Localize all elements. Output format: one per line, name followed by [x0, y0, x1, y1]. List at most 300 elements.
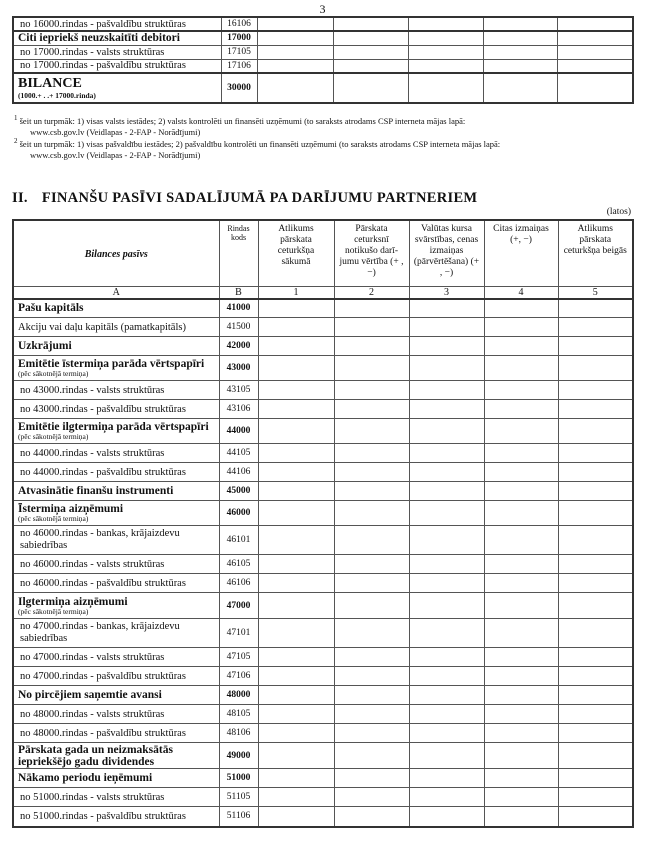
value-input-cell[interactable] [484, 318, 558, 337]
row-label [13, 705, 219, 724]
row-label-text: Akciju vai daļu kapitāls (pamatkapitāls) [18, 321, 186, 333]
row-label [13, 743, 219, 769]
value-input-cell[interactable] [334, 299, 409, 318]
value-input-cell[interactable] [409, 419, 484, 444]
value-input-cell[interactable] [558, 526, 633, 555]
value-input-cell[interactable] [334, 788, 409, 807]
column-letter: 4 [484, 286, 558, 299]
row-code: 51106 [219, 807, 258, 827]
value-input-cell[interactable] [558, 463, 633, 482]
value-input-cell[interactable] [409, 463, 484, 482]
row-label [13, 724, 219, 743]
row-code: 44000 [219, 419, 258, 444]
row-label-text: Emitētie ilgtermiņa parāda vērtspapīri [18, 421, 209, 433]
footnote-mark: 1 [14, 114, 18, 122]
row-label [13, 482, 219, 501]
row-code: 47105 [219, 648, 258, 667]
table-row [13, 482, 633, 501]
value-input-cell[interactable] [558, 743, 633, 769]
value-input-cell[interactable] [409, 574, 484, 593]
row-label [13, 444, 219, 463]
value-input-cell[interactable] [334, 667, 409, 686]
row-code: 41500 [219, 318, 258, 337]
value-input-cell[interactable] [409, 769, 484, 788]
column-letter: 1 [258, 286, 334, 299]
value-input-cell[interactable] [484, 501, 558, 526]
table-row [13, 463, 633, 482]
value-input-cell[interactable] [258, 705, 334, 724]
value-input-cell[interactable] [558, 686, 633, 705]
row-label [13, 31, 221, 45]
section-title [12, 190, 477, 207]
value-input-cell[interactable] [334, 769, 409, 788]
value-input-cell[interactable] [558, 444, 633, 463]
value-input-cell[interactable] [258, 807, 334, 827]
value-input-cell[interactable] [334, 318, 409, 337]
row-code: 45000 [219, 482, 258, 501]
value-input-cell[interactable] [557, 59, 633, 73]
row-label-text: no 43000.rindas - valsts struktūras [20, 384, 165, 396]
row-label-text: Emitētie īstermiņa parāda vērtspapīri [18, 358, 205, 370]
section-title-text: FINANŠU PASĪVI SADALĪJUMĀ PA DARĪJUMU PARTNERIEM [41, 190, 478, 206]
value-input-cell[interactable] [409, 724, 484, 743]
row-label [13, 648, 219, 667]
row-label-text: no 48000.rindas - pašvaldību struktūras [20, 727, 186, 739]
header-opening-balance: Atlikums pārskata ceturkšņa sākumā [258, 220, 334, 286]
row-code: 42000 [219, 337, 258, 356]
value-input-cell[interactable] [258, 400, 334, 419]
value-input-cell[interactable] [333, 73, 408, 103]
row-label-text: no 51000.rindas - valsts struktūras [20, 791, 165, 803]
value-input-cell[interactable] [558, 667, 633, 686]
value-input-cell[interactable] [257, 59, 333, 73]
value-input-cell[interactable] [558, 318, 633, 337]
value-input-cell[interactable] [484, 356, 558, 381]
value-input-cell[interactable] [334, 526, 409, 555]
table-row [13, 686, 633, 705]
value-input-cell[interactable] [409, 299, 484, 318]
row-code: 30000 [221, 73, 257, 103]
header-row [13, 220, 633, 286]
table-row [13, 743, 633, 769]
value-input-cell[interactable] [483, 45, 557, 59]
value-input-cell[interactable] [258, 482, 334, 501]
row-label-text: Citi iepriekš neuzskaitīti debitori [18, 32, 180, 45]
table-row [13, 381, 633, 400]
value-input-cell[interactable] [258, 743, 334, 769]
row-code: 43000 [219, 356, 258, 381]
value-input-cell[interactable] [484, 724, 558, 743]
table-row [13, 619, 633, 648]
row-label-text: Pārskata gada un neizmaksātās [18, 743, 173, 756]
row-label [13, 667, 219, 686]
column-letter: 5 [558, 286, 633, 299]
value-input-cell[interactable] [484, 299, 558, 318]
table-row [13, 555, 633, 574]
row-label-text: No pircējiem saņemtie avansi [18, 689, 162, 701]
value-input-cell[interactable] [484, 381, 558, 400]
value-input-cell[interactable] [409, 381, 484, 400]
column-letter: A [13, 286, 219, 299]
value-input-cell[interactable] [258, 788, 334, 807]
row-label-text: no 51000.rindas - pašvaldību struktūras [20, 810, 186, 822]
value-input-cell[interactable] [258, 686, 334, 705]
row-code: 44106 [219, 463, 258, 482]
value-input-cell[interactable] [409, 356, 484, 381]
value-input-cell[interactable] [333, 17, 408, 31]
value-input-cell[interactable] [409, 705, 484, 724]
value-input-cell[interactable] [334, 337, 409, 356]
value-input-cell[interactable] [334, 381, 409, 400]
value-input-cell[interactable] [558, 482, 633, 501]
table-row [13, 807, 633, 827]
value-input-cell[interactable] [409, 526, 484, 555]
value-input-cell[interactable] [333, 31, 408, 45]
header-other-changes: Citas izmaiņas (+, −) [484, 220, 558, 286]
receivables-table-continued [12, 16, 634, 104]
value-input-cell[interactable] [408, 73, 483, 103]
footnote-2 [14, 136, 634, 161]
value-input-cell[interactable] [558, 724, 633, 743]
row-label [13, 17, 221, 31]
row-label-text: no 44000.rindas - pašvaldību struktūras [20, 466, 186, 478]
value-input-cell[interactable] [409, 648, 484, 667]
table-row [13, 788, 633, 807]
value-input-cell[interactable] [334, 705, 409, 724]
value-input-cell[interactable] [334, 807, 409, 827]
row-label [13, 593, 219, 619]
value-input-cell[interactable] [409, 686, 484, 705]
row-label-text: no 47000.rindas - valsts struktūras [20, 651, 165, 663]
value-input-cell[interactable] [558, 356, 633, 381]
table-row [13, 59, 633, 73]
value-input-cell[interactable] [334, 482, 409, 501]
table-row [13, 337, 633, 356]
value-input-cell[interactable] [334, 574, 409, 593]
value-input-cell[interactable] [558, 400, 633, 419]
value-input-cell[interactable] [334, 555, 409, 574]
row-label-text: no 44000.rindas - valsts struktūras [20, 447, 165, 459]
row-label-text: Nākamo periodu ieņēmumi [18, 772, 153, 784]
row-label-text: Uzkrājumi [18, 340, 72, 352]
value-input-cell[interactable] [484, 619, 558, 648]
value-input-cell[interactable] [409, 555, 484, 574]
value-input-cell[interactable] [557, 45, 633, 59]
value-input-cell[interactable] [558, 593, 633, 619]
row-label [13, 356, 219, 381]
row-label-text: no 17000.rindas - valsts struktūras [20, 46, 165, 58]
value-input-cell[interactable] [334, 419, 409, 444]
row-label-text: no 47000.rindas - bankas, krājaizdevu [20, 621, 180, 632]
table-row [13, 45, 633, 59]
value-input-cell[interactable] [334, 356, 409, 381]
value-input-cell[interactable] [258, 381, 334, 400]
value-input-cell[interactable] [484, 743, 558, 769]
value-input-cell[interactable] [557, 17, 633, 31]
value-input-cell[interactable] [408, 59, 483, 73]
value-input-cell[interactable] [257, 31, 333, 45]
value-input-cell[interactable] [334, 724, 409, 743]
value-input-cell[interactable] [484, 769, 558, 788]
row-label-text: no 46000.rindas - pašvaldību struktūras [20, 577, 186, 589]
value-input-cell[interactable] [483, 17, 557, 31]
row-label-note: (pēc sākotnējā termiņa) [18, 514, 89, 523]
row-label-text: Īstermiņa aizņēmumi [18, 503, 124, 515]
row-label-note: (pēc sākotnējā termiņa) [18, 606, 89, 616]
value-input-cell[interactable] [483, 73, 557, 103]
value-input-cell[interactable] [558, 419, 633, 444]
value-input-cell[interactable] [484, 419, 558, 444]
value-input-cell[interactable] [408, 45, 483, 59]
value-input-cell[interactable] [484, 667, 558, 686]
value-input-cell[interactable] [258, 667, 334, 686]
row-label [13, 574, 219, 593]
value-input-cell[interactable] [258, 555, 334, 574]
value-input-cell[interactable] [484, 444, 558, 463]
value-input-cell[interactable] [258, 318, 334, 337]
value-input-cell[interactable] [257, 17, 333, 31]
footnote-text: šeit un turpmāk: 1) visas valsts iestādes; 2) valsts kontrolēti un finansēti uzņēmumi (to saraksts atrodams CSP interneta mājas lapā: [19, 115, 466, 126]
table-row [13, 526, 633, 555]
value-input-cell[interactable] [334, 501, 409, 526]
row-code: 47101 [219, 619, 258, 648]
value-input-cell[interactable] [334, 593, 409, 619]
value-input-cell[interactable] [333, 59, 408, 73]
value-input-cell[interactable] [558, 807, 633, 827]
balance-label [13, 73, 221, 103]
row-code: 43106 [219, 400, 258, 419]
row-code: 47000 [219, 593, 258, 619]
value-input-cell[interactable] [334, 400, 409, 419]
value-input-cell[interactable] [334, 619, 409, 648]
row-label-note: (pēc sākotnējā termiņa) [18, 432, 89, 441]
row-code: 41000 [219, 299, 258, 318]
value-input-cell[interactable] [409, 337, 484, 356]
row-label [13, 400, 219, 419]
value-input-cell[interactable] [408, 17, 483, 31]
balance-label-note: (1000.+ . .+ 17000.rinda) [18, 90, 96, 100]
value-input-cell[interactable] [258, 648, 334, 667]
value-input-cell[interactable] [409, 788, 484, 807]
row-label [13, 526, 219, 555]
row-label [13, 419, 219, 444]
row-label [13, 299, 219, 318]
value-input-cell[interactable] [558, 648, 633, 667]
value-input-cell[interactable] [409, 667, 484, 686]
row-code: 46106 [219, 574, 258, 593]
value-input-cell[interactable] [409, 593, 484, 619]
row-label [13, 59, 221, 73]
value-input-cell[interactable] [484, 400, 558, 419]
column-letters-row [13, 286, 633, 299]
value-input-cell[interactable] [258, 724, 334, 743]
row-code: 49000 [219, 743, 258, 769]
footnote-mark: 2 [14, 137, 18, 145]
value-input-cell[interactable] [483, 31, 557, 45]
value-input-cell[interactable] [257, 45, 333, 59]
value-input-cell[interactable] [409, 619, 484, 648]
table-row [13, 724, 633, 743]
value-input-cell[interactable] [409, 444, 484, 463]
row-label [13, 769, 219, 788]
row-label [13, 555, 219, 574]
column-letter: B [219, 286, 258, 299]
balance-label-text: BILANCE [18, 75, 82, 91]
column-letter: 2 [334, 286, 409, 299]
page-number: 3 [319, 2, 326, 16]
value-input-cell[interactable] [558, 381, 633, 400]
value-input-cell[interactable] [484, 788, 558, 807]
value-input-cell[interactable] [558, 555, 633, 574]
value-input-cell[interactable] [334, 444, 409, 463]
row-code: 47106 [219, 667, 258, 686]
row-label [13, 381, 219, 400]
row-label-text-cont: sabiedrības [20, 540, 68, 551]
row-label [13, 45, 221, 59]
row-label-text: no 17000.rindas - pašvaldību struktūras [20, 60, 186, 72]
value-input-cell[interactable] [409, 501, 484, 526]
value-input-cell[interactable] [484, 593, 558, 619]
value-input-cell[interactable] [484, 463, 558, 482]
row-label [13, 619, 219, 648]
value-input-cell[interactable] [333, 45, 408, 59]
value-input-cell[interactable] [558, 788, 633, 807]
value-input-cell[interactable] [334, 686, 409, 705]
value-input-cell[interactable] [258, 337, 334, 356]
value-input-cell[interactable] [484, 526, 558, 555]
row-label-note: (pēc sākotnējā termiņa) [18, 369, 89, 378]
footnote-1 [14, 113, 634, 138]
section-number: II. [12, 190, 28, 206]
row-label [13, 788, 219, 807]
footnote-link-text: www.csb.gov.lv (Veidlapas - 2-FAP - Norādījumi) [30, 149, 201, 160]
header-transactions: Pārskata ceturksnī notikušo darī-jumu vērtība (+ , −) [334, 220, 409, 286]
value-input-cell[interactable] [558, 501, 633, 526]
value-input-cell[interactable] [484, 555, 558, 574]
footnote-link-text: www.csb.gov.lv (Veidlapas - 2-FAP - Norādījumi) [30, 126, 201, 137]
value-input-cell[interactable] [484, 648, 558, 667]
table-row [13, 593, 633, 619]
value-input-cell[interactable] [558, 299, 633, 318]
value-input-cell[interactable] [558, 769, 633, 788]
value-input-cell[interactable] [334, 648, 409, 667]
value-input-cell[interactable] [258, 501, 334, 526]
value-input-cell[interactable] [257, 73, 333, 103]
column-letter: 3 [409, 286, 484, 299]
row-label-text: no 43000.rindas - pašvaldību struktūras [20, 403, 186, 415]
row-code: 48106 [219, 724, 258, 743]
header-revaluation: Valūtas kursa svārstības, cenas izmaiņas (pārvērtēšana) (+ , −) [409, 220, 484, 286]
row-label-text: Atvasinātie finanšu instrumenti [18, 485, 174, 497]
value-input-cell[interactable] [557, 31, 633, 45]
row-code: 46105 [219, 555, 258, 574]
value-input-cell[interactable] [409, 318, 484, 337]
row-label [13, 686, 219, 705]
value-input-cell[interactable] [258, 444, 334, 463]
value-input-cell[interactable] [258, 463, 334, 482]
value-input-cell[interactable] [258, 419, 334, 444]
value-input-cell[interactable] [258, 299, 334, 318]
row-label [13, 337, 219, 356]
row-code: 48000 [219, 686, 258, 705]
value-input-cell[interactable] [558, 619, 633, 648]
table-row [13, 299, 633, 318]
row-code: 16106 [221, 17, 257, 31]
value-input-cell[interactable] [258, 593, 334, 619]
row-label-text: Pašu kapitāls [18, 302, 84, 315]
value-input-cell[interactable] [483, 59, 557, 73]
row-code: 46101 [219, 526, 258, 555]
value-input-cell[interactable] [409, 482, 484, 501]
header-rindas-kods: Rindas kods [219, 220, 258, 286]
value-input-cell[interactable] [409, 743, 484, 769]
value-input-cell[interactable] [558, 337, 633, 356]
row-code: 17106 [221, 59, 257, 73]
value-input-cell[interactable] [557, 73, 633, 103]
row-code: 48105 [219, 705, 258, 724]
value-input-cell[interactable] [484, 574, 558, 593]
value-input-cell[interactable] [258, 526, 334, 555]
row-label-text: no 16000.rindas - pašvaldību struktūras [20, 18, 186, 30]
value-input-cell[interactable] [258, 769, 334, 788]
value-input-cell[interactable] [484, 482, 558, 501]
row-label [13, 807, 219, 827]
value-input-cell[interactable] [558, 705, 633, 724]
header-bilances-pasivs: Bilances pasīvs [13, 220, 219, 286]
table-row [13, 574, 633, 593]
row-label-text: no 46000.rindas - valsts struktūras [20, 558, 165, 570]
value-input-cell[interactable] [409, 807, 484, 827]
value-input-cell[interactable] [409, 400, 484, 419]
table-row [13, 400, 633, 419]
table-row [13, 419, 633, 444]
row-code: 46000 [219, 501, 258, 526]
row-label [13, 318, 219, 337]
value-input-cell[interactable] [258, 356, 334, 381]
table-row [13, 17, 633, 31]
row-code: 51000 [219, 769, 258, 788]
value-input-cell[interactable] [408, 31, 483, 45]
value-input-cell[interactable] [484, 705, 558, 724]
value-input-cell[interactable] [258, 619, 334, 648]
value-input-cell[interactable] [558, 574, 633, 593]
row-code: 51105 [219, 788, 258, 807]
table-row [13, 31, 633, 45]
row-label-text: Ilgtermiņa aizņēmumi [18, 595, 128, 608]
row-label-text: no 47000.rindas - pašvaldību struktūras [20, 670, 186, 682]
value-input-cell[interactable] [484, 686, 558, 705]
value-input-cell[interactable] [334, 463, 409, 482]
header-closing-balance: Atlikums pārskata ceturkšņa beigās [558, 220, 633, 286]
row-code: 17105 [221, 45, 257, 59]
table-row [13, 705, 633, 724]
table-row [13, 318, 633, 337]
currency-unit: (latos) [606, 207, 631, 217]
balance-row [13, 73, 633, 103]
liabilities-table [12, 219, 634, 828]
value-input-cell[interactable] [258, 574, 334, 593]
table-row [13, 769, 633, 788]
table-row [13, 444, 633, 463]
row-label-text-cont: iepriekšējo gadu dividendes [18, 755, 155, 768]
row-label [13, 501, 219, 526]
value-input-cell[interactable] [484, 807, 558, 827]
row-label-text-cont: sabiedrības [20, 633, 68, 644]
row-code: 43105 [219, 381, 258, 400]
table-row [13, 667, 633, 686]
value-input-cell[interactable] [334, 743, 409, 769]
value-input-cell[interactable] [484, 337, 558, 356]
